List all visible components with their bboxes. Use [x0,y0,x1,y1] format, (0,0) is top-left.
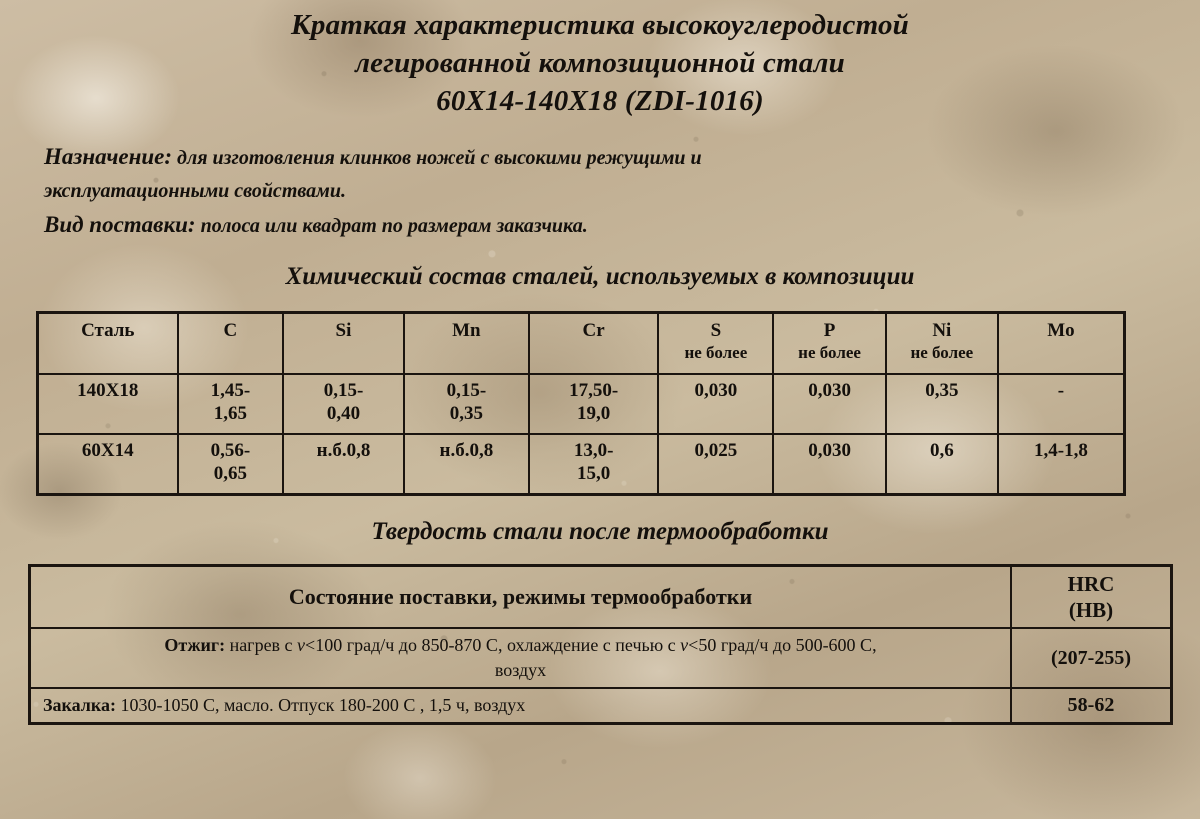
chem-cell-mo: - [998,374,1125,434]
chem-header-row [38,313,1125,375]
chem-cell-si-line1: 0,15- [323,380,364,401]
chem-cell-c-line1: 0,56- [210,440,251,461]
hardness-value-anneal: (207-255) [1011,628,1172,688]
purpose-label: Назначение: [44,144,173,169]
chem-col-c [178,313,284,375]
chem-cell-cr [529,434,658,495]
hardness-anneal-text2: <100 град/ч до 850-870 С, охлаждение с печью с [305,635,681,655]
hardness-anneal-text1: нагрев с [225,635,298,655]
chem-col-s-label: S [710,320,722,341]
chem-cell-si [283,434,404,495]
chem-cell-mn-line1: н.б.0,8 [439,440,494,461]
chem-col-c-label: C [223,320,238,341]
chem-cell-c [178,434,284,495]
hardness-quench-text: 1030-1050 С, масло. Отпуск 180-200 С , 1,5 ч, воздух [115,695,526,715]
chem-cell-mn-line1: 0,15- [446,380,487,401]
chem-cell-cr-line1: 17,50- [569,380,619,401]
chem-table-wrapper [36,311,1200,496]
table-row [30,628,1172,688]
chem-col-mo [998,313,1125,375]
hardness-cell-anneal [30,628,1012,688]
chem-col-si [283,313,404,375]
chem-cell-c-line2: 1,65 [213,403,247,424]
hardness-section-title: Твердость стали после термообработки [371,518,829,545]
table-row [38,374,1125,434]
chem-section-title: Химический состав сталей, используемых в композиции [285,263,915,290]
chemical-composition-table [36,311,1126,496]
chem-table-head [38,313,1125,375]
chem-cell-s: 0,030 [658,374,773,434]
chem-cell-si-line2: 0,40 [326,403,361,424]
hardness-col-regime: Состояние поставки, режимы термообработки [30,566,1012,629]
document-title [0,0,1200,120]
chem-cell-s: 0,025 [658,434,773,495]
chem-col-si-label: Si [335,320,352,341]
hardness-anneal-label: Отжиг: [164,635,226,655]
chem-cell-p: 0,030 [773,434,885,495]
title-line-1: Краткая характеристика высокоуглеродистой [291,9,909,41]
purpose-paragraph-cont: эксплуатационными свойствами. [44,180,346,202]
chem-col-s-sub: не более [684,343,748,362]
chem-col-mo-label: Mo [1047,320,1075,341]
purpose-text: для изготовления клинков ножей с высокими режущими и [172,147,702,169]
chem-cell-cr-line1: 13,0- [573,440,614,461]
supply-paragraph [44,210,1074,241]
hardness-quench-label: Закалка: [43,695,116,715]
hardness-anneal-v1: v [297,635,306,655]
chem-cell-c-line1: 1,45- [210,380,251,401]
intro-block [44,142,1074,241]
chem-col-mn-label: Mn [452,320,481,341]
chem-table-body [38,374,1125,495]
hardness-cell-quench [30,688,1012,724]
hardness-table-wrapper [28,564,1200,725]
chem-cell-cr-line2: 19,0 [577,403,611,424]
chem-col-s [658,313,773,375]
table-row [30,688,1172,724]
chem-cell-ni: 0,35 [886,374,998,434]
chem-col-ni [886,313,998,375]
chem-cell-steel: 140Х18 [38,374,178,434]
chem-col-steel-label: Сталь [81,320,135,341]
chem-cell-c [178,374,284,434]
chem-cell-si-line1: н.б.0,8 [316,440,371,461]
chem-cell-ni: 0,6 [886,434,998,495]
purpose-paragraph [44,142,1074,173]
hardness-col-hrc [1011,566,1172,629]
supply-label: Вид поставки: [44,212,196,237]
chem-cell-mn [404,374,529,434]
hardness-anneal-text3: <50 град/ч до 500-600 С, [688,635,877,655]
hardness-table-head [30,566,1172,629]
chem-col-p [773,313,885,375]
chem-cell-c-line2: 0,65 [213,463,247,484]
hardness-table-body [30,628,1172,724]
chem-cell-mn [404,434,529,495]
hardness-anneal-text4: воздух [494,660,547,680]
supply-text: полоса или квадрат по размерам заказчика. [195,215,588,237]
chem-cell-si [283,374,404,434]
chem-col-p-label: P [823,320,836,341]
chem-col-ni-label: Ni [932,320,952,341]
hardness-table [28,564,1173,725]
chem-col-steel [38,313,178,375]
hardness-value-quench: 58-62 [1011,688,1172,724]
chem-col-ni-sub: не более [910,343,974,362]
chem-cell-cr-line2: 15,0 [577,463,611,484]
hardness-col-hrc-line2: (HB) [1068,598,1114,622]
title-line-2: легированной композиционной стали [355,47,845,79]
chem-cell-steel: 60Х14 [38,434,178,495]
hardness-header-row [30,566,1172,629]
hardness-anneal-v2: v [680,635,689,655]
chem-cell-mn-line2: 0,35 [449,403,483,424]
chem-cell-mo: 1,4-1,8 [998,434,1125,495]
chem-col-mn [404,313,529,375]
chem-col-cr [529,313,658,375]
hardness-col-hrc-line1: HRC [1067,572,1115,596]
table-row [38,434,1125,495]
chem-col-p-sub: не более [798,343,861,362]
chem-cell-p: 0,030 [773,374,885,434]
chem-cell-cr [529,374,658,434]
title-line-3: 60Х14-140Х18 (ZDI-1016) [436,85,764,117]
chem-col-cr-label: Cr [582,320,605,341]
